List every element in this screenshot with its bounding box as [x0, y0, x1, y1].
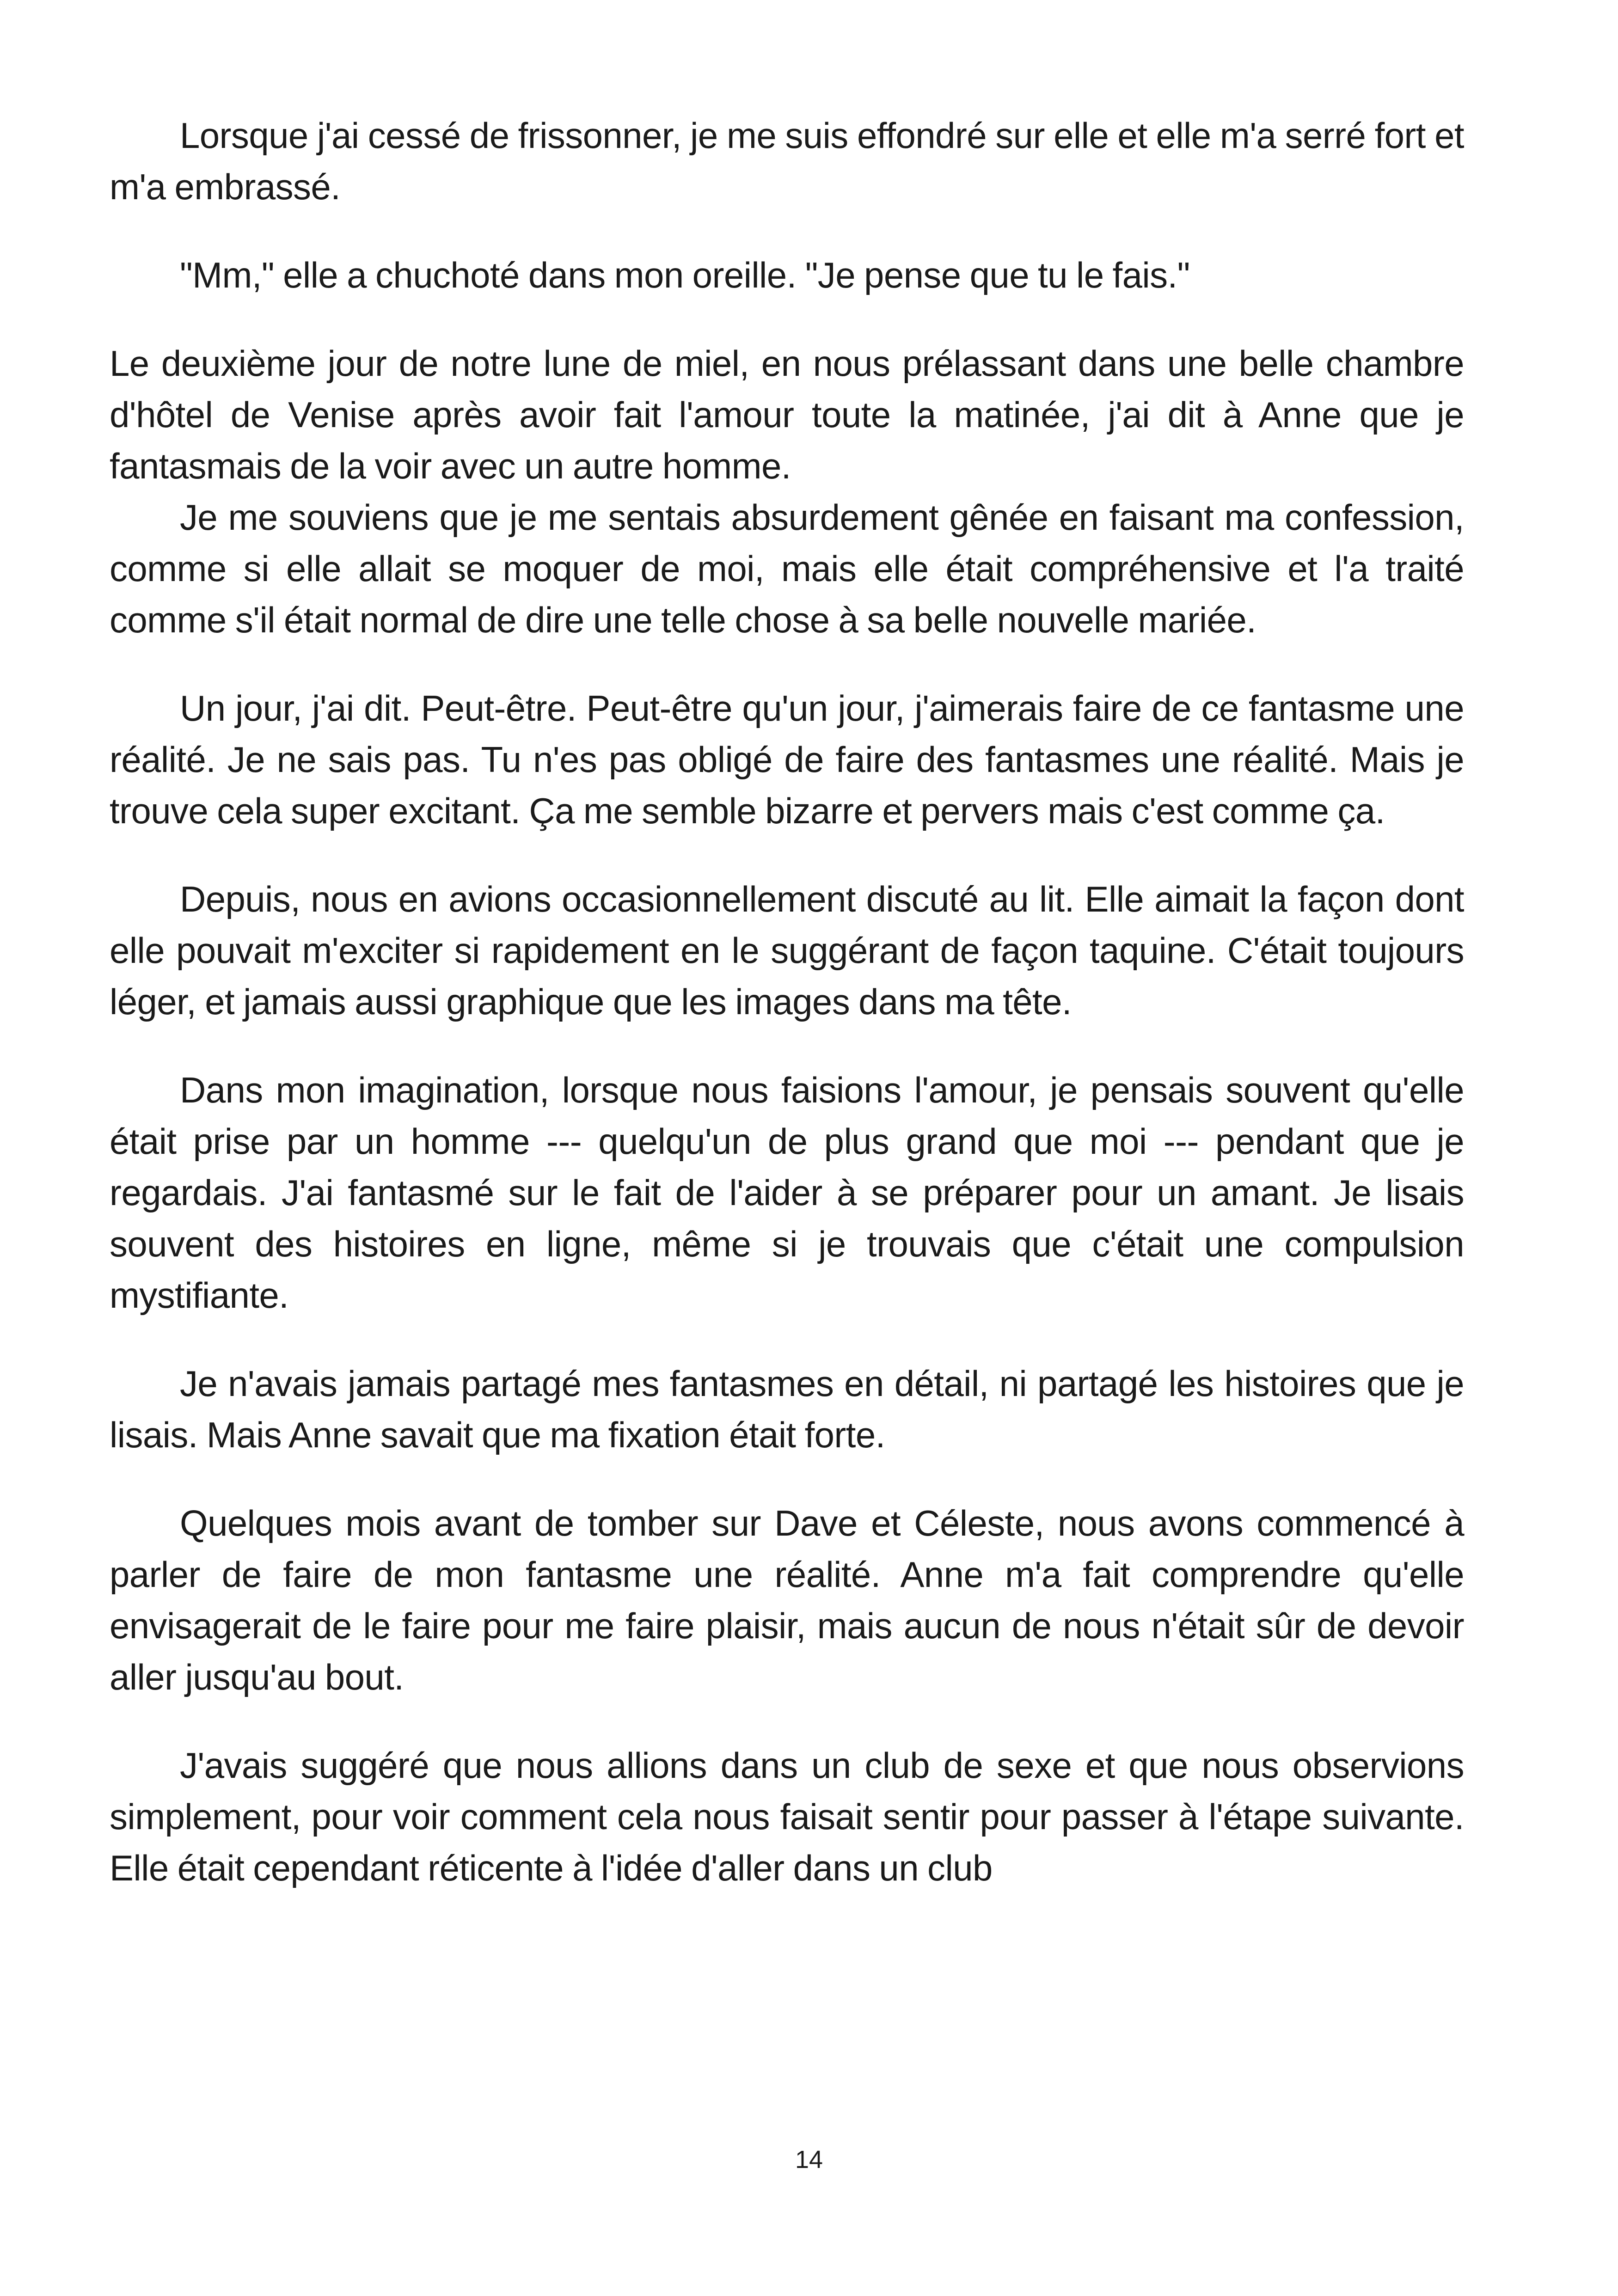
paragraph-3: Le deuxième jour de notre lune de miel, en nous prélassant dans une belle chambre d'hôtel de Venise après avoir fait l'amour toute la matinée, j'ai dit à Anne que je fantasmais de la voir avec un autre homme.	[110, 343, 1464, 486]
paragraph-1: Lorsque j'ai cessé de frissonner, je me suis effondré sur elle et elle m'a serré fort et m'a embrassé.	[110, 115, 1464, 207]
paragraph-4: Je me souviens que je me sentais absurdement gênée en faisant ma confession, comme si elle allait se moquer de moi, mais elle était compréhensive et l'a traité comme s'il était normal de dire une telle chose à sa belle nouvelle mariée.	[110, 497, 1464, 640]
page-number: 14	[795, 2146, 823, 2174]
paragraph-10: J'avais suggéré que nous allions dans un club de sexe et que nous observions simplement, pour voir comment cela nous faisait sentir pour passer à l'étape suivante. Elle était cependant réticente à l'idée d'aller dans un club	[110, 1745, 1464, 1888]
paragraph-2: "Mm," elle a chuchoté dans mon oreille. "Je pense que tu le fais."	[180, 255, 1190, 295]
body-text	[110, 110, 1464, 1894]
paragraph-9: Quelques mois avant de tomber sur Dave et Céleste, nous avons commencé à parler de faire de mon fantasme une réalité. Anne m'a fait comprendre qu'elle envisagerait de le faire pour me faire plaisir, mais aucun de nous n'était sûr de devoir aller jusqu'au bout.	[110, 1503, 1464, 1697]
paragraph-7: Dans mon imagination, lorsque nous faisions l'amour, je pensais souvent qu'elle était prise par un homme --- quelqu'un de plus grand que moi --- pendant que je regardais. J'ai fantasmé sur le fait de l'aider à se préparer pour un amant. Je lisais souvent des histoires en ligne, même si je trouvais que c'était une compulsion mystifiante.	[110, 1070, 1464, 1316]
paragraph-5: Un jour, j'ai dit. Peut-être. Peut-être qu'un jour, j'aimerais faire de ce fantasme une réalité. Je ne sais pas. Tu n'es pas obligé de faire des fantasmes une réalité. Mais je trouve cela super excitant. Ça me semble bizarre et pervers mais c'est comme ça.	[110, 688, 1464, 831]
paragraph-6: Depuis, nous en avions occasionnellement discuté au lit. Elle aimait la façon dont elle pouvait m'exciter si rapidement en le suggérant de façon taquine. C'était toujours léger, et jamais aussi graphique que les images dans ma tête.	[110, 879, 1464, 1022]
paragraph-8: Je n'avais jamais partagé mes fantasmes en détail, ni partagé les histoires que je lisais. Mais Anne savait que ma fixation était forte.	[110, 1363, 1464, 1455]
